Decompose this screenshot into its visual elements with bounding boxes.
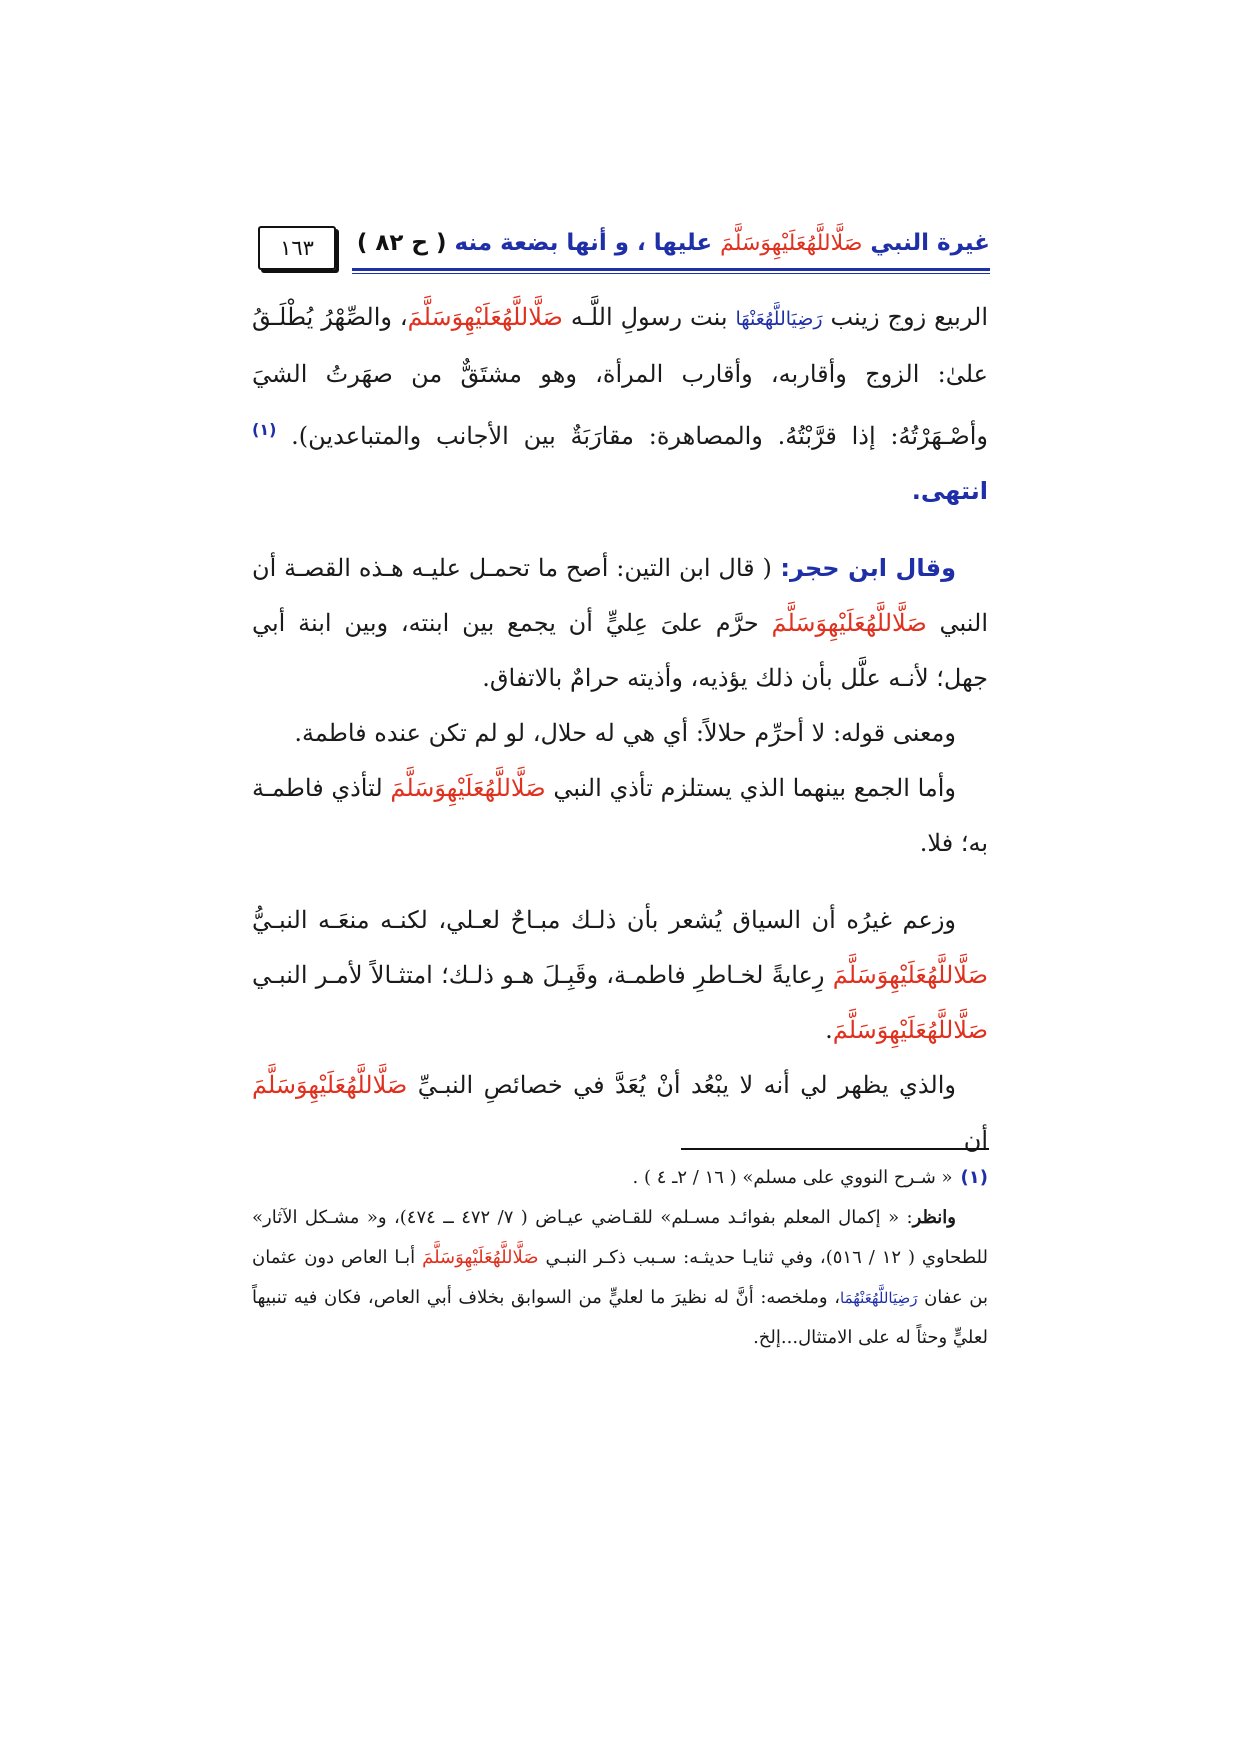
salawat-honorific: صَلَّاللَّهُعَلَيْهِوَسَلَّمَ — [771, 609, 927, 637]
header-hadith-ref: ( ح ٨٢ ) — [356, 230, 447, 256]
salawat-honorific: صَلَّاللَّهُعَلَيْهِوَسَلَّمَ — [422, 1247, 539, 1268]
footnote-text: : « إكمال المعلم بفوائـد مسـلم» للقـاضي عيـاض ( ٧/ ٤٧٢ ــ ٤٧٤)، و« مشـكل الآثار» للطحاوي ( ١٢ / ٥١٦)، وفي ثنايـا حديثـه: سـبب ذكـر النبـي — [252, 1207, 988, 1268]
footnote-text: « شـرح النووي على مسلم» ( ١٦ / ٢ـ ٤ ) . — [632, 1167, 953, 1188]
header-title-text: غيرة النبي — [862, 230, 990, 256]
footnote-lead: وانظر — [912, 1207, 956, 1228]
salawat-honorific: صَلَّاللَّهُعَلَيْهِوَسَلَّمَ — [832, 961, 988, 989]
footnote-number: (١) — [960, 1167, 988, 1188]
text-run: بنت رسولِ اللَّـه — [562, 303, 736, 331]
footnote-separator — [681, 1148, 989, 1150]
footnote-1-continued — [252, 1198, 988, 1358]
text-run: . — [825, 1016, 833, 1044]
text-run: أن — [963, 1126, 988, 1154]
paragraph-3 — [252, 706, 988, 761]
footnote-marker[interactable]: (١) — [252, 420, 277, 439]
paragraph-5 — [252, 893, 988, 1058]
end-marker: انتهى. — [911, 477, 988, 505]
text-run: ، والصِّهْرُ يُطْلَـقُ علىٰ: الزوج وأقاربه، وأقارب المرأة، وهو مشتَقٌّ من صهَرتُ الشيَ وأصْـهَرْتُهُ: إذا قرَّبْتُهُ. والمصاهرة: مقارَبَةٌ بين الأجانب والمتباعدين). — [252, 303, 988, 450]
text-run: رِعايةً لخـاطرِ فاطمـة، وقَبِـلَ هـو ذلـك؛ امتثـالاً لأمـر النبـي — [252, 961, 833, 989]
footnote-text: أبـا العاص دون عثمان بن عفان — [252, 1247, 988, 1308]
footnotes — [252, 1158, 988, 1358]
text-run: الربيع زوج زينب — [822, 303, 988, 331]
header-salawat: صَلَّاللَّهُعَلَيْهِوَسَلَّمَ — [720, 231, 863, 256]
radiya-honorific: رَضِيَاللَّهُعَنْهُمَا — [840, 1289, 918, 1307]
header-title — [357, 230, 990, 256]
text-run: وزعم غيرُه أن السياق يُشعر بأن ذلـك مبـاحٌ لعـلي، لكنـه منعَـه النبـيُّ — [252, 906, 956, 934]
paragraph-2 — [252, 541, 988, 706]
paragraph-1 — [252, 290, 988, 519]
paragraph-4 — [252, 761, 988, 871]
footnote-text: ، وملخصه: أنَّ له نظيرَ ما لعليٍّ من السوابق بخلاف أبي العاص، فكان فيه تنبيهاً لعليٍّ وحثاً له على الامتثال...إلخ. — [252, 1287, 988, 1348]
text-run: ومعنى قوله: لا أحرِّم حلالاً: أي هي له حلال، لو لم تكن عنده فاطمة. — [294, 719, 956, 747]
salawat-honorific: صَلَّاللَّهُعَلَيْهِوَسَلَّمَ — [407, 303, 563, 331]
text-run: حرَّم علىَ عِليٍّ أن يجمع بين ابنته، وبين ابنة أبي جهل؛ لأنـه علَّل بأن ذلك يؤذيه، وأذيته حرامٌ بالاتفاق. — [252, 609, 988, 692]
salawat-honorific: صَلَّاللَّهُعَلَيْهِوَسَلَّمَ — [390, 774, 546, 802]
text-run: لتأذي فاطمـة به؛ فلا. — [252, 774, 988, 857]
quote-lead: وقال ابن حجر: — [771, 554, 956, 582]
header-title-text-2: عليها ، و أنها بضعة منه — [446, 230, 721, 256]
header-rule-thin — [352, 273, 990, 274]
running-header — [258, 228, 990, 274]
text-run: وأما الجمع بينهما الذي يستلزم تأذي النبي — [545, 774, 956, 802]
text-run: والذي يظهر لي أنه لا يبْعُد أنْ يُعَدَّ في خصائصِ النبـيِّ — [407, 1071, 956, 1099]
radiya-honorific: رَضِيَاللَّهُعَنْهَا — [735, 308, 823, 330]
paragraph-6 — [252, 1058, 988, 1168]
salawat-honorific: صَلَّاللَّهُعَلَيْهِوَسَلَّمَ — [832, 1016, 988, 1044]
salawat-honorific: صَلَّاللَّهُعَلَيْهِوَسَلَّمَ — [252, 1071, 408, 1099]
footnote-1 — [252, 1158, 988, 1198]
main-text — [252, 290, 988, 1168]
text-run: ( قال ابن التين: أصح ما تحمـل عليـه هـذه القصـة أن النبي — [252, 554, 988, 637]
header-rule — [352, 268, 990, 271]
page-number: ١٦٣ — [280, 236, 314, 260]
page-number-badge — [258, 226, 336, 270]
